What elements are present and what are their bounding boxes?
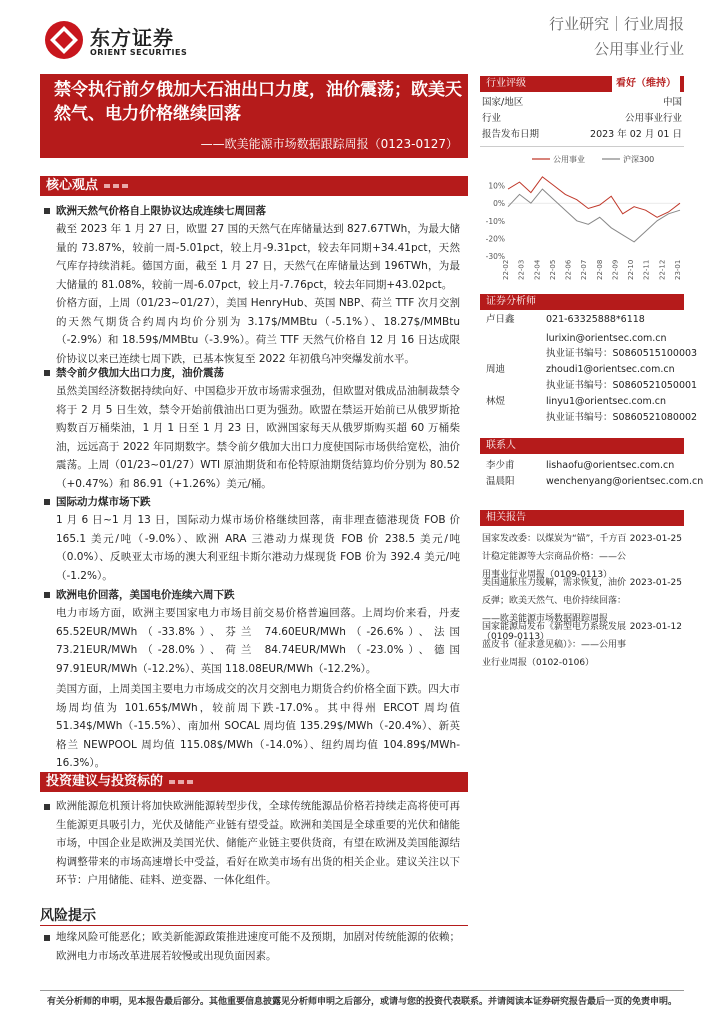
- rating-row-value: 公用事业行业: [624, 113, 682, 124]
- core-view-bar: [40, 176, 468, 196]
- analyst-name: 卢日鑫: [486, 314, 515, 325]
- core-view-label: 核心观点: [46, 178, 99, 193]
- legend-label: 沪深300: [623, 155, 655, 164]
- bullet-icon: [44, 804, 50, 810]
- contact-bar: [480, 438, 684, 454]
- point-paragraph: 美国方面，上周美国主要电力市场成交的次月交割电力期货合约价格全面下跌。四大市场周均值为 101.65$/MWh，较前周下跌-17.0%。其中得州 ERCOT 周均值 51.34$/MWh（-15.5%）、南加州 SOCAL 周均值 135.29$/MWh（-20.4%）、新英格兰 NEWPOOL 周均值 115.08$/MWh（-14.0%）、纽约周均值 104.89$/MWh-16.3%）。: [56, 683, 460, 769]
- analyst-detail: 执业证书编号：S0860521080002: [546, 412, 698, 423]
- logo-text-en: ORIENT SECURITIES: [90, 48, 188, 57]
- analyst-detail: lurixin@orientsec.com.cn: [546, 333, 667, 344]
- rating-row-value: 中国: [662, 97, 682, 108]
- y-tick-label: -30%: [485, 252, 505, 261]
- analyst-label: 证券分析师: [486, 296, 536, 307]
- footer-divider: [40, 990, 684, 991]
- advice-label: 投资建议与投资标的: [46, 774, 164, 789]
- analyst-name: 林煜: [486, 396, 506, 407]
- contact-name: 李少甫: [486, 460, 515, 471]
- bar-dots-icon: [169, 780, 193, 784]
- related-report-title[interactable]: 国家发改委：以煤炭为“锚”，千方百计稳定能源等大宗商品价格：——公用事业行业周报（0109-0113）: [482, 534, 627, 580]
- related-report-title[interactable]: 美国通胀压力缓解，需求恢复，油价反弹；欧美天然气、电价持续回落：——欧美能源市场数据跟踪周报（0109-0113）: [482, 578, 627, 642]
- advice-paragraph: 欧洲能源危机预计将加快欧洲能源转型步伐，全球传统能源品价格若持续走高将使可再生能源更具吸引力，光伏及储能产业链有望受益。欧洲和美国是全球重要的光伏和储能市场，中国企业是欧洲及美国光伏、储能产业链主要供货商，有望在欧洲及美国能源结构调整带来的市场高速增长中受益，看好在欧美市场有出货的相关企业。建议关注以下环节：户用储能、硅料、逆变器、一体化组件。: [56, 800, 460, 886]
- point-heading: 欧洲天然气价格自上限协议达成连续七周回落: [56, 205, 266, 217]
- risk-divider: [40, 925, 468, 926]
- related-report[interactable]: [480, 618, 684, 666]
- logo-text-cn: 东方证券: [90, 26, 174, 50]
- x-tick-label: 23-01: [674, 259, 682, 280]
- industry-name: 公用事业行业: [593, 40, 684, 58]
- point-paragraph: 虽然美国经济数据持续向好、中国稳步开放市场需求强劲，但欧盟对俄成品油制裁禁令将于 2 月 5 日生效，禁令开始前俄油出口更为强劲。欧盟在禁运开始前已从俄罗斯抢购数百万桶柴油，1 月 1 日至 1 月 23 日，欧洲国家每天从俄罗斯购买超 60 万桶柴油，远远高于 2022 年同期数字。禁令前夕俄加大出口力度使国际市场供给宽松，油价震荡。上周（01/23~01/27）WTI 原油期货和布伦特原油期货结算均价分别为 80.52（+0.47%）和 86.91（+1.26%）美元/桶。: [56, 385, 460, 490]
- advice-bar: [40, 772, 468, 792]
- point-paragraph: 价格方面，上周（01/23~01/27），美国 HenryHub、英国 NBP、荷兰 TTF 次月交割的天然气期货合约周内均价分别为 3.17$/MMBtu（-5.1%）、18.27$/MMBtu（-2.9%）和 18.59$/MMBtu（-3.9%）。荷兰 TTF 天然气价格自 12 月 16 日达成限价协议以来已连续七周下跌，已基本恢复至 2022 年初俄乌冲突爆发前水平。: [56, 297, 460, 365]
- analyst-bar: [480, 294, 684, 310]
- rating-row-label: 行业: [482, 113, 502, 124]
- bar-dots-icon: [104, 184, 128, 188]
- y-tick-label: -10%: [485, 216, 505, 226]
- bullet-icon: [44, 208, 50, 214]
- rating-row-label: 国家/地区: [482, 97, 524, 108]
- logo-mark-icon: [44, 20, 84, 60]
- related-bar: [480, 510, 684, 526]
- y-tick-label: 0%: [493, 199, 505, 209]
- related-label: 相关报告: [486, 512, 526, 523]
- related-report[interactable]: [480, 530, 684, 578]
- bullet-icon: [44, 499, 50, 505]
- rating-row-label: 报告发布日期: [482, 129, 540, 140]
- x-tick-label: 22-11: [642, 259, 651, 280]
- x-tick-label: 22-03: [517, 259, 526, 280]
- analyst-detail: 执业证书编号：S0860521050001: [546, 380, 698, 391]
- related-report-date: 2023-01-12: [629, 622, 682, 632]
- series-line-utility: [508, 177, 680, 218]
- analyst-detail: zhoudi1@orientsec.com.cn: [546, 364, 675, 375]
- contact-name: 温晨阳: [486, 476, 515, 487]
- risk-title: 风险提示: [40, 908, 96, 924]
- title-band: [40, 74, 468, 158]
- report-type-header: [549, 12, 684, 62]
- contact-email: wenchenyang@orientsec.com.cn: [546, 476, 704, 487]
- risk-paragraph: 地缘风险可能恶化；欧美新能源政策推进速度可能不及预期，加剧对传统能源的依赖；欧洲电力市场改革进展若较慢或出现负面因素。: [56, 931, 460, 962]
- x-tick-label: 22-07: [580, 259, 589, 280]
- x-tick-label: 22-12: [658, 259, 667, 280]
- rating-row-value: 2023 年 02 月 01 日: [590, 129, 682, 140]
- related-report-title[interactable]: 国家能源局发布《新型电力系统发展蓝皮书（征求意见稿）》：——公用事业行业周报（0102-0106）: [482, 622, 627, 668]
- legend-label: 公用事业: [553, 155, 585, 164]
- bullet-icon: [44, 370, 50, 376]
- y-tick-label: 10%: [488, 181, 505, 191]
- x-tick-label: 22-02: [502, 259, 510, 280]
- point-heading: 禁令前夕俄加大出口力度，油价震荡: [56, 367, 224, 379]
- point-heading: 欧洲电价回落，美国电价连续六周下跌: [56, 589, 235, 601]
- bullet-icon: [44, 935, 50, 941]
- rating-label: 行业评级: [486, 78, 526, 89]
- report-subtitle: ——欧美能源市场数据跟踪周报（0123-0127）: [200, 137, 458, 151]
- related-report-date: 2023-01-25: [629, 578, 682, 588]
- x-tick-label: 22-04: [533, 259, 542, 280]
- report-type: 行业研究｜行业周报: [548, 15, 684, 33]
- bullet-icon: [44, 592, 50, 598]
- point-paragraph: 截至 2023 年 1 月 27 日，欧盟 27 国的天然气在库储量达到 827.67TWh，为最大储量的 73.87%，较前一周-5.01pct，较上月-9.31pct，较去年同期+34.41pct，天然气库存持续消耗。德国方面，截至 1 月 27 日，天然气在库储量达到 196TWh，为最大储量的 81.08%，较前一周-6.07pct，较上月-7.76pct，较去年同期+43.02pct。: [56, 223, 460, 291]
- analyst-name: 周迪: [486, 364, 506, 375]
- rating-value: 看好（维持）: [612, 76, 680, 92]
- x-tick-label: 22-05: [548, 259, 557, 280]
- x-tick-label: 22-08: [595, 259, 604, 280]
- company-logo: [44, 18, 194, 62]
- rating-divider: [480, 146, 684, 147]
- performance-chart: [478, 150, 686, 282]
- analyst-detail: 021-63325888*6118: [546, 314, 645, 325]
- x-tick-label: 22-10: [627, 259, 636, 280]
- contact-label: 联系人: [486, 440, 516, 451]
- report-title: 禁令执行前夕俄加大石油出口力度，油价震荡；欧美天然气、电力价格继续回落: [54, 80, 462, 124]
- point-paragraph: 1 月 6 日~1 月 13 日，国际动力煤市场价格继续回落，南非理查德港现货 FOB 价 165.1 美元/吨（-9.0%）、欧洲 ARA 三港动力煤现货 FOB 价 238.5 美元/吨（0.0%）、反映亚太市场的澳大利亚纽卡斯尔港动力煤现货 FOB 价为 392.4 美元/吨（-1.2%）。: [56, 514, 460, 582]
- disclaimer-footer: 有关分析师的申明，见本报告最后部分。其他重要信息披露见分析师申明之后部分，或请与您的投资代表联系。并请阅读本证券研究报告最后一页的免责申明。: [46, 997, 677, 1007]
- point-paragraph: 电力市场方面，欧洲主要国家电力市场目前交易价格普遍回落。上周均价来看，丹麦 65.52EUR/MWh（-33.8%）、芬兰 74.60EUR/MWh（-26.6%）、法国 73.21EUR/MWh（-28.0%）、荷兰 84.74EUR/MWh（-23.0%）、德国 97.91EUR/MWh（-12.2%）、英国 118.08EUR/MWh（-12.2%）。: [56, 607, 460, 675]
- point-heading: 国际动力煤市场下跌: [56, 496, 151, 508]
- analyst-detail: 执业证书编号：S0860515100003: [546, 348, 698, 359]
- rating-bar: [480, 76, 684, 92]
- x-tick-label: 22-09: [611, 259, 620, 280]
- x-tick-label: 22-06: [564, 259, 573, 280]
- y-tick-label: -20%: [485, 234, 505, 244]
- contact-email: lishaofu@orientsec.com.cn: [546, 460, 675, 471]
- related-report-date: 2023-01-25: [629, 534, 682, 544]
- analyst-detail: linyu1@orientsec.com.cn: [546, 396, 667, 407]
